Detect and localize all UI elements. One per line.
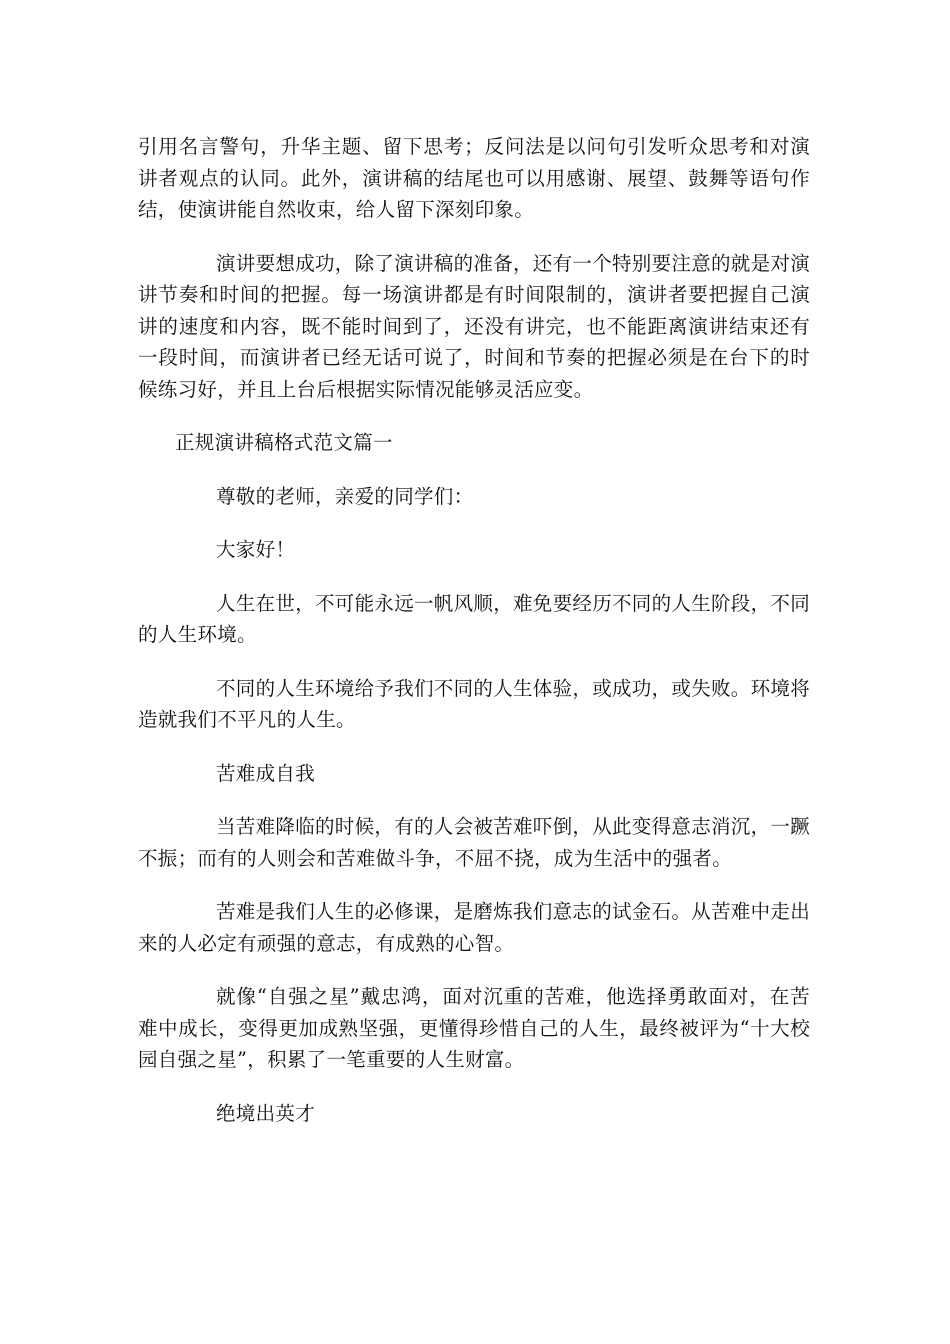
paragraph-conclusion-methods: 引用名言警句，升华主题、留下思考；反问法是以问句引发听众思考和对演讲者观点的认同。此外，演讲稿的结尾也可以用感谢、展望、鼓舞等语句作结，使演讲能自然收束，给人留下深刻印象。 [138,135,810,221]
document-body [138,131,810,1129]
salutation: 尊敬的老师，亲爱的同学们： [216,484,474,508]
paragraph-example-story: 就像“自强之星”戴忠鸿，面对沉重的苦难，他选择勇敢面对，在苦难中成长，变得更加成熟坚强，更懂得珍惜自己的人生，最终被评为“十大校园自强之星”，积累了一笔重要的人生财富。 [138,985,810,1071]
greeting: 大家好！ [216,538,296,561]
paragraph-timing-rhythm: 演讲要想成功，除了演讲稿的准备，还有一个特别要注意的就是对演讲节奏和时间的把握。每一场演讲都是有时间限制的，演讲者要把握自己演讲的速度和内容，既不能时间到了，还没有讲完，也不能距离演讲结束还有一段时间，而演讲者已经无话可说了，时间和节奏的把握必须是在台下的时候练习好，并且上台后根据实际情况能够灵活应变。 [138,251,811,401]
paragraph-life-stages: 人生在世，不可能永远一帆风顺，难免要经历不同的人生阶段，不同的人生环境。 [138,591,811,646]
paragraph-hardship-lesson: 苦难是我们人生的必修课，是磨炼我们意志的试金石。从苦难中走出来的人必定有顽强的意志，有成熟的心智。 [138,900,811,955]
section-heading: 正规演讲稿格式范文篇一 [175,431,393,454]
subheading-adversity: 绝境出英才 [216,1101,316,1125]
subheading-hardship: 苦难成自我 [216,761,316,785]
paragraph-life-environment: 不同的人生环境给予我们不同的人生体验，或成功，或失败。环境将造就我们不平凡的人生。 [138,676,811,731]
paragraph-facing-hardship: 当苦难降临的时候，有的人会被苦难吓倒，从此变得意志消沉，一蹶不振；而有的人则会和苦难做斗争，不屈不挠，成为生活中的强者。 [138,815,811,870]
